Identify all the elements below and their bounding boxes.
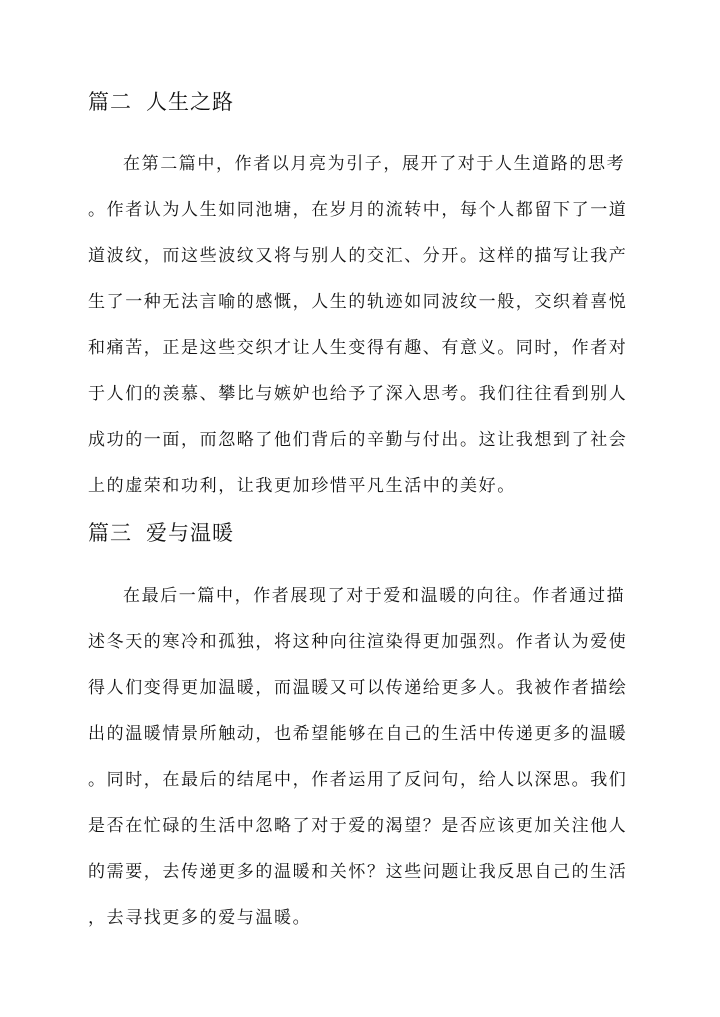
paragraph-line: 。作者认为人生如同池塘，在岁月的流转中，每个人都留下了一道 xyxy=(88,200,628,220)
section-number: 篇三 xyxy=(88,521,132,545)
paragraph-line: 于人们的羡慕、攀比与嫉妒也给予了深入思考。我们往往看到别人 xyxy=(88,384,628,404)
paragraph-line: 是否在忙碌的生活中忽略了对于爱的渴望？是否应该更加关注他人 xyxy=(88,816,628,836)
paragraph-line: ，去寻找更多的爱与温暖。 xyxy=(88,908,312,928)
paragraph-line: 的需要，去传递更多的温暖和关怀？这些问题让我反思自己的生活 xyxy=(88,862,628,882)
paragraph-line: 述冬天的寒冷和孤独，将这种向往渲染得更加强烈。作者认为爱使 xyxy=(88,632,628,652)
paragraph-line: 得人们变得更加温暖，而温暖又可以传递给更多人。我被作者描绘 xyxy=(88,678,628,698)
paragraph-line: 成功的一面，而忽略了他们背后的辛勤与付出。这让我想到了社会 xyxy=(88,430,628,450)
section-number: 篇二 xyxy=(88,90,132,114)
paragraph-line: 生了一种无法言喻的感慨，人生的轨迹如同波纹一般，交织着喜悦 xyxy=(88,292,628,312)
paragraph-line: 上的虚荣和功利，让我更加珍惜平凡生活中的美好。 xyxy=(88,476,516,496)
section-title: 爱与温暖 xyxy=(146,521,234,545)
paragraph-line: 在第二篇中，作者以月亮为引子，展开了对于人生道路的思考 xyxy=(123,154,626,174)
section-heading-3 xyxy=(88,518,234,548)
paragraph-line: 出的温暖情景所触动，也希望能够在自己的生活中传递更多的温暖 xyxy=(88,724,628,744)
section-heading-2 xyxy=(88,87,234,117)
paragraph-line: 和痛苦，正是这些交织才让人生变得有趣、有意义。同时，作者对 xyxy=(88,338,628,358)
paragraph-line: 道波纹，而这些波纹又将与别人的交汇、分开。这样的描写让我产 xyxy=(88,246,628,266)
paragraph-line: 。同时，在最后的结尾中，作者运用了反问句，给人以深思。我们 xyxy=(88,770,628,790)
paragraph-line: 在最后一篇中，作者展现了对于爱和温暖的向往。作者通过描 xyxy=(123,586,626,606)
section-title: 人生之路 xyxy=(146,90,234,114)
